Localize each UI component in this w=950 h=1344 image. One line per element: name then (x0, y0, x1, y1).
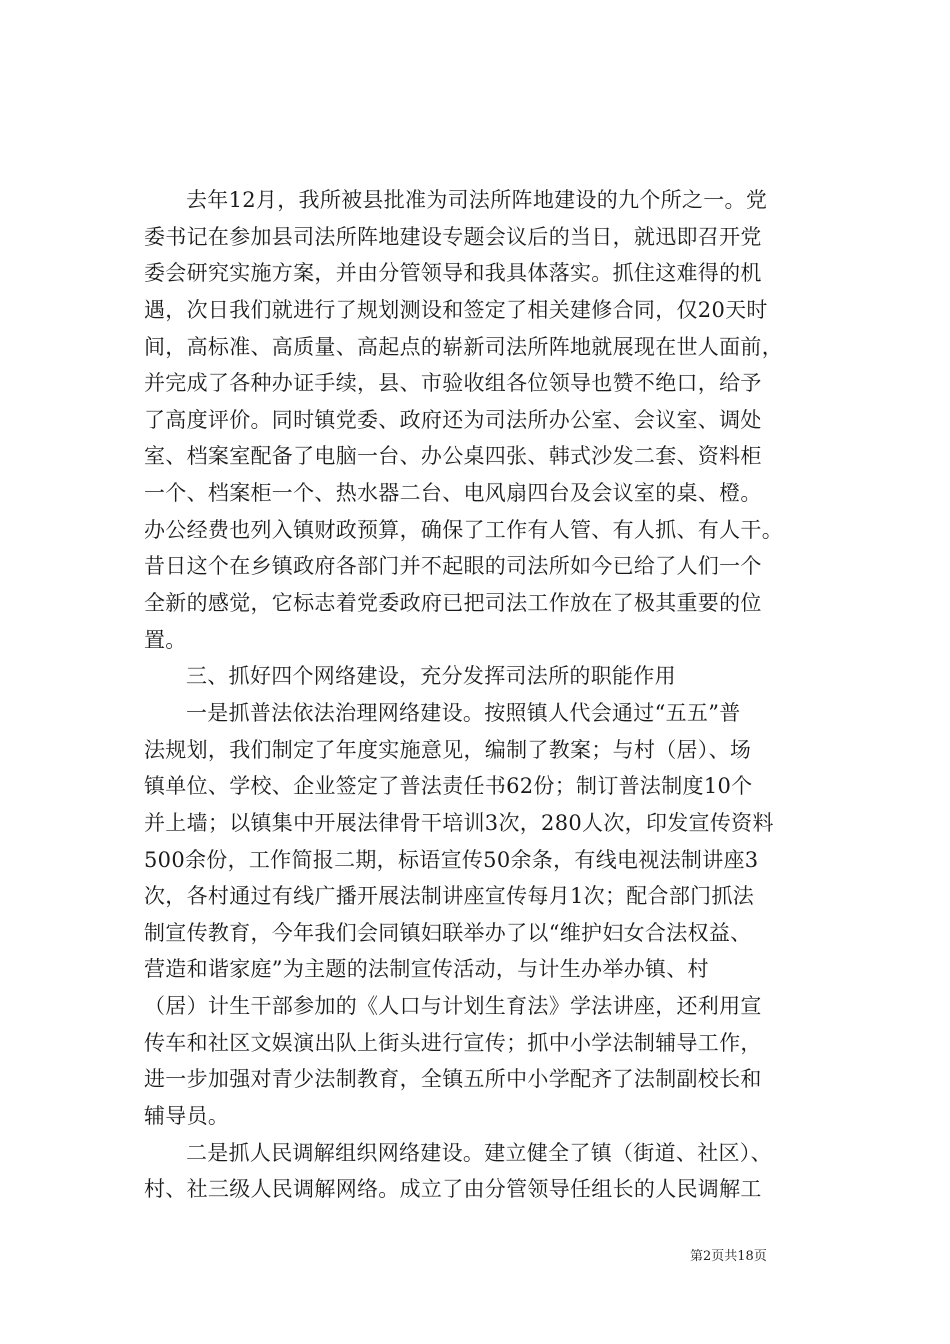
text-line: 委会研究实施方案，并由分管领导和我具体落实。抓住这难得的机 (144, 261, 762, 286)
text-line: 昔日这个在乡镇政府各部门并不起眼的司法所如今已给了人们一个 (144, 554, 762, 579)
text-line: 次，各村通过有线广播开展法制讲座宣传每月1次；配合部门抓法 (144, 884, 755, 909)
text-line: 一是抓普法依法治理网络建设。按照镇人代会通过“五五”普 (186, 700, 741, 725)
text-line: （居）计生干部参加的《人口与计划生育法》学法讲座，还利用宣 (144, 994, 762, 1019)
text-line: 制宣传教育，今年我们会同镇妇联举办了以“维护妇女合法权益、 (144, 920, 752, 945)
text-line: 全新的感觉，它标志着党委政府已把司法工作放在了极其重要的位 (144, 591, 762, 616)
text-line: 办公经费也列入镇财政预算，确保了工作有人管、有人抓、有人干。 (144, 517, 783, 542)
text-line: 并上墙；以镇集中开展法律骨干培训3次，280人次，印发宣传资料 (144, 810, 774, 835)
text-line: 去年12月，我所被县批准为司法所阵地建设的九个所之一。党 (186, 188, 768, 212)
text-line: 村、社三级人民调解网络。成立了由分管领导任组长的人民调解工 (144, 1177, 762, 1202)
text-line: 室、档案室配备了电脑一台、办公桌四张、韩式沙发二套、资料柜 (144, 444, 762, 469)
text-line: 500余份，工作简报二期，标语宣传50余条，有线电视法制讲座3 (144, 847, 759, 872)
text-line: 并完成了各种办证手续，县、市验收组各位领导也赞不绝口，给予 (144, 371, 762, 396)
text-line: 置。 (144, 627, 187, 652)
text-line: 法规划，我们制定了年度实施意见，编制了教案；与村（居）、场 (144, 737, 752, 762)
text-line: 传车和社区文娱演出队上街头进行宣传；抓中小学法制辅导工作， (144, 1030, 762, 1055)
page-number: 第2页共18页 (690, 1249, 767, 1264)
text-line: 进一步加强对青少法制教育，全镇五所中小学配齐了法制副校长和 (144, 1067, 762, 1092)
text-line: 二是抓人民调解组织网络建设。建立健全了镇（街道、社区）、 (186, 1140, 772, 1165)
text-line: 三、抓好四个网络建设，充分发挥司法所的职能作用 (186, 664, 676, 689)
body-text (144, 182, 810, 1208)
text-line: 营造和谐家庭”为主题的法制宣传活动，与计生办举办镇、村 (144, 957, 709, 982)
text-line: 委书记在参加县司法所阵地建设专题会议后的当日，就迅即召开党 (144, 224, 762, 249)
text-line: 遇，次日我们就进行了规划测设和签定了相关建修合同，仅20天时 (144, 297, 768, 322)
text-line: 辅导员。 (144, 1104, 230, 1129)
text-line: 间，高标准、高质量、高起点的崭新司法所阵地就展现在世人面前， (144, 334, 783, 359)
text-line: 了高度评价。同时镇党委、政府还为司法所办公室、会议室、调处 (144, 407, 762, 432)
text-line: 一个、档案柜一个、热水器二台、电风扇四台及会议室的桌、橙。 (144, 481, 762, 506)
text-line: 镇单位、学校、企业签定了普法责任书62份；制订普法制度10个 (144, 774, 753, 799)
